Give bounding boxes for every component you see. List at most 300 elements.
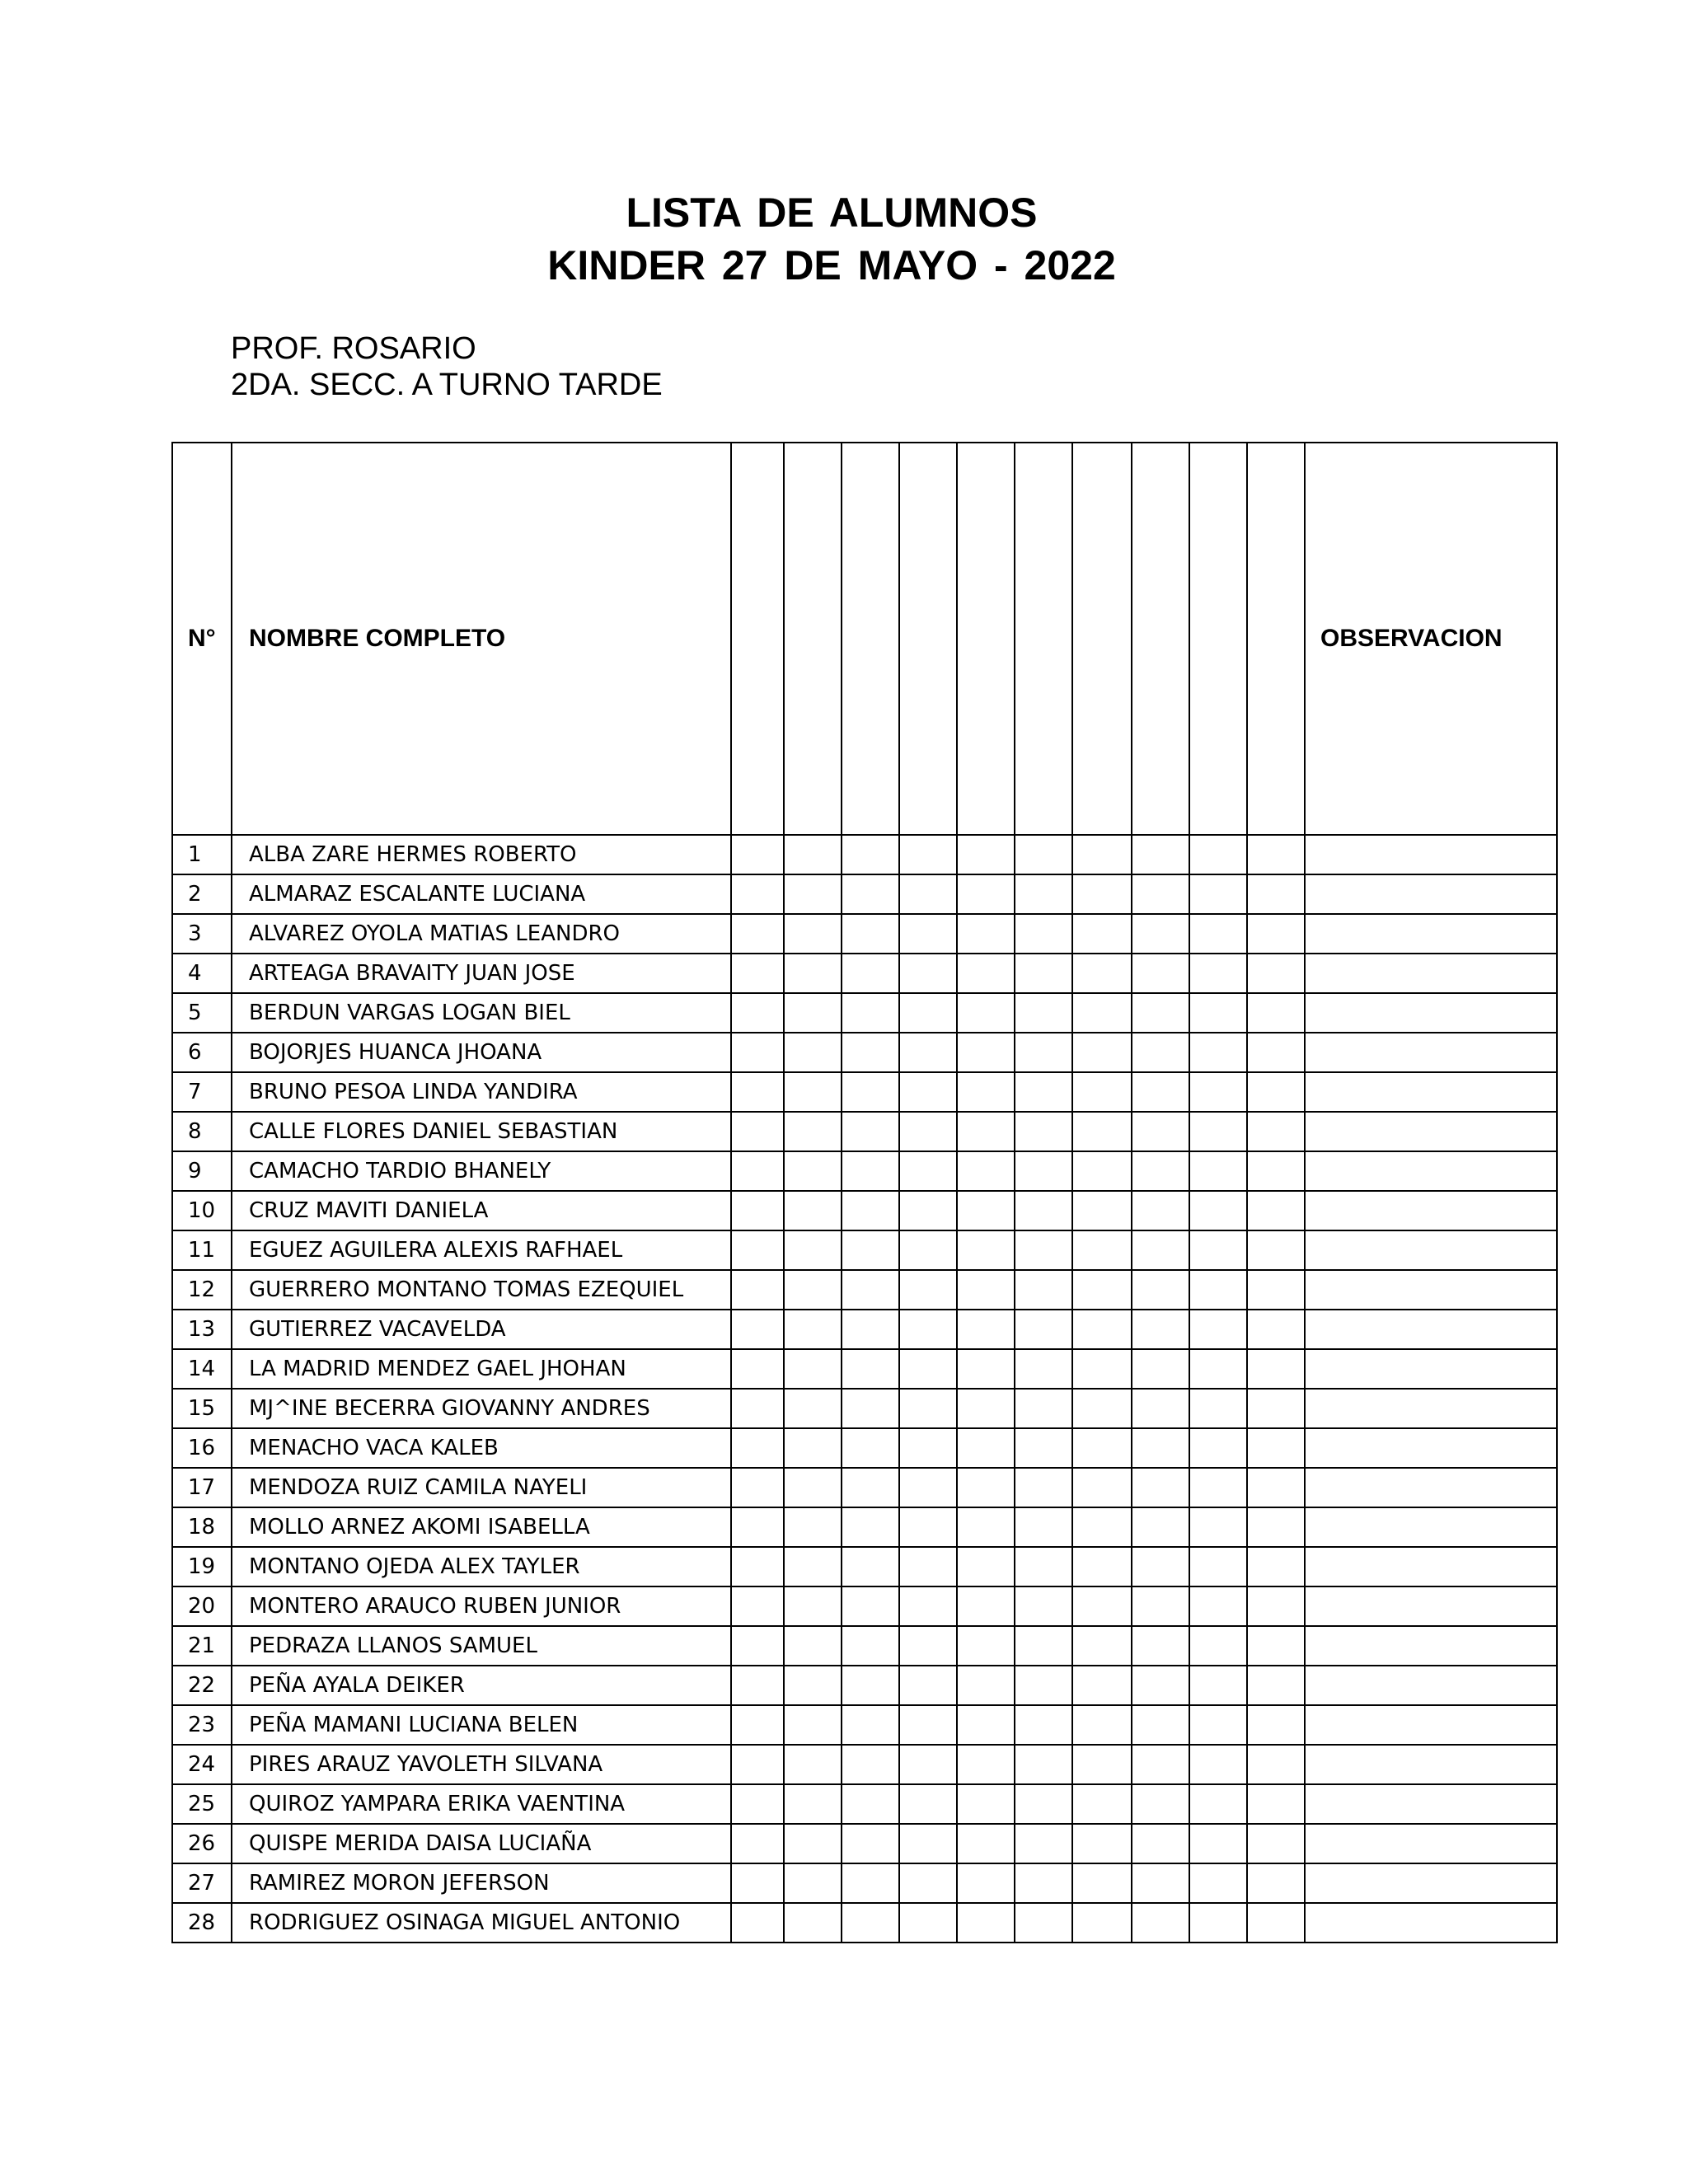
attendance-cell[interactable]	[899, 1626, 957, 1666]
attendance-cell[interactable]	[1189, 1072, 1247, 1112]
observation-cell[interactable]	[1305, 1112, 1557, 1151]
attendance-cell[interactable]	[1247, 1903, 1305, 1943]
attendance-cell[interactable]	[1015, 1270, 1072, 1310]
attendance-cell[interactable]	[784, 835, 842, 874]
attendance-cell[interactable]	[731, 914, 784, 954]
attendance-cell[interactable]	[1072, 1705, 1132, 1745]
attendance-cell[interactable]	[899, 1824, 957, 1863]
attendance-cell[interactable]	[957, 1705, 1015, 1745]
attendance-cell[interactable]	[842, 1270, 899, 1310]
attendance-cell[interactable]	[731, 1230, 784, 1270]
attendance-cell[interactable]	[1189, 1270, 1247, 1310]
attendance-cell[interactable]	[1132, 1666, 1189, 1705]
attendance-cell[interactable]	[957, 1626, 1015, 1666]
attendance-cell[interactable]	[842, 1112, 899, 1151]
observation-cell[interactable]	[1305, 1626, 1557, 1666]
attendance-cell[interactable]	[1247, 1824, 1305, 1863]
attendance-cell[interactable]	[842, 1033, 899, 1072]
attendance-cell[interactable]	[1189, 1903, 1247, 1943]
attendance-cell[interactable]	[1132, 1586, 1189, 1626]
attendance-cell[interactable]	[1247, 1270, 1305, 1310]
attendance-cell[interactable]	[1132, 1428, 1189, 1468]
attendance-cell[interactable]	[1132, 1033, 1189, 1072]
attendance-cell[interactable]	[1189, 954, 1247, 993]
attendance-cell[interactable]	[957, 1389, 1015, 1428]
attendance-cell[interactable]	[1247, 954, 1305, 993]
attendance-cell[interactable]	[1189, 835, 1247, 874]
attendance-cell[interactable]	[899, 1389, 957, 1428]
attendance-cell[interactable]	[1015, 1705, 1072, 1745]
attendance-cell[interactable]	[731, 1586, 784, 1626]
attendance-cell[interactable]	[842, 1349, 899, 1389]
attendance-cell[interactable]	[784, 1863, 842, 1903]
attendance-cell[interactable]	[1072, 1666, 1132, 1705]
observation-cell[interactable]	[1305, 1666, 1557, 1705]
attendance-cell[interactable]	[1072, 1112, 1132, 1151]
attendance-cell[interactable]	[1189, 1389, 1247, 1428]
attendance-cell[interactable]	[842, 1824, 899, 1863]
attendance-cell[interactable]	[1132, 1547, 1189, 1586]
attendance-cell[interactable]	[1247, 914, 1305, 954]
attendance-cell[interactable]	[1189, 874, 1247, 914]
attendance-cell[interactable]	[842, 1903, 899, 1943]
attendance-cell[interactable]	[957, 835, 1015, 874]
attendance-cell[interactable]	[1015, 954, 1072, 993]
attendance-cell[interactable]	[1132, 1784, 1189, 1824]
attendance-cell[interactable]	[957, 1033, 1015, 1072]
attendance-cell[interactable]	[1189, 1784, 1247, 1824]
attendance-cell[interactable]	[1132, 1468, 1189, 1507]
attendance-cell[interactable]	[731, 1310, 784, 1349]
attendance-cell[interactable]	[1072, 1151, 1132, 1191]
attendance-cell[interactable]	[1247, 1626, 1305, 1666]
observation-cell[interactable]	[1305, 1033, 1557, 1072]
observation-cell[interactable]	[1305, 1428, 1557, 1468]
attendance-cell[interactable]	[1015, 1112, 1072, 1151]
attendance-cell[interactable]	[957, 1863, 1015, 1903]
attendance-cell[interactable]	[1247, 1586, 1305, 1626]
attendance-cell[interactable]	[1015, 1230, 1072, 1270]
attendance-cell[interactable]	[899, 1784, 957, 1824]
attendance-cell[interactable]	[1189, 993, 1247, 1033]
attendance-cell[interactable]	[1189, 1824, 1247, 1863]
attendance-cell[interactable]	[784, 1666, 842, 1705]
attendance-cell[interactable]	[899, 1666, 957, 1705]
observation-cell[interactable]	[1305, 1389, 1557, 1428]
attendance-cell[interactable]	[784, 1310, 842, 1349]
attendance-cell[interactable]	[1132, 874, 1189, 914]
attendance-cell[interactable]	[1189, 1151, 1247, 1191]
attendance-cell[interactable]	[731, 1349, 784, 1389]
observation-cell[interactable]	[1305, 1191, 1557, 1230]
attendance-cell[interactable]	[899, 1270, 957, 1310]
attendance-cell[interactable]	[1132, 1507, 1189, 1547]
attendance-cell[interactable]	[1189, 1666, 1247, 1705]
attendance-cell[interactable]	[899, 1903, 957, 1943]
attendance-cell[interactable]	[957, 1507, 1015, 1547]
attendance-cell[interactable]	[1247, 1507, 1305, 1547]
attendance-cell[interactable]	[1247, 1349, 1305, 1389]
attendance-cell[interactable]	[1189, 1349, 1247, 1389]
attendance-cell[interactable]	[1132, 954, 1189, 993]
attendance-cell[interactable]	[842, 1151, 899, 1191]
attendance-cell[interactable]	[1189, 914, 1247, 954]
attendance-cell[interactable]	[842, 1863, 899, 1903]
attendance-cell[interactable]	[1015, 1586, 1072, 1626]
attendance-cell[interactable]	[784, 1151, 842, 1191]
attendance-cell[interactable]	[899, 874, 957, 914]
attendance-cell[interactable]	[1072, 1468, 1132, 1507]
attendance-cell[interactable]	[957, 1072, 1015, 1112]
attendance-cell[interactable]	[1072, 1270, 1132, 1310]
attendance-cell[interactable]	[1015, 1863, 1072, 1903]
attendance-cell[interactable]	[1132, 1072, 1189, 1112]
attendance-cell[interactable]	[1247, 1389, 1305, 1428]
observation-cell[interactable]	[1305, 1468, 1557, 1507]
attendance-cell[interactable]	[1072, 1191, 1132, 1230]
attendance-cell[interactable]	[1247, 1191, 1305, 1230]
attendance-cell[interactable]	[1247, 1863, 1305, 1903]
attendance-cell[interactable]	[784, 954, 842, 993]
attendance-cell[interactable]	[1015, 1310, 1072, 1349]
attendance-cell[interactable]	[899, 1547, 957, 1586]
attendance-cell[interactable]	[1015, 1666, 1072, 1705]
attendance-cell[interactable]	[731, 1428, 784, 1468]
attendance-cell[interactable]	[731, 1389, 784, 1428]
attendance-cell[interactable]	[1072, 1863, 1132, 1903]
attendance-cell[interactable]	[731, 993, 784, 1033]
attendance-cell[interactable]	[1072, 1626, 1132, 1666]
attendance-cell[interactable]	[842, 954, 899, 993]
attendance-cell[interactable]	[1015, 914, 1072, 954]
attendance-cell[interactable]	[1072, 1745, 1132, 1784]
attendance-cell[interactable]	[1247, 1072, 1305, 1112]
attendance-cell[interactable]	[842, 914, 899, 954]
attendance-cell[interactable]	[842, 1468, 899, 1507]
attendance-cell[interactable]	[1015, 874, 1072, 914]
attendance-cell[interactable]	[842, 1191, 899, 1230]
attendance-cell[interactable]	[1189, 1547, 1247, 1586]
attendance-cell[interactable]	[957, 874, 1015, 914]
attendance-cell[interactable]	[784, 1784, 842, 1824]
attendance-cell[interactable]	[957, 1784, 1015, 1824]
attendance-cell[interactable]	[842, 1230, 899, 1270]
observation-cell[interactable]	[1305, 1151, 1557, 1191]
observation-cell[interactable]	[1305, 1230, 1557, 1270]
attendance-cell[interactable]	[957, 1428, 1015, 1468]
attendance-cell[interactable]	[1132, 1270, 1189, 1310]
attendance-cell[interactable]	[1072, 1784, 1132, 1824]
attendance-cell[interactable]	[957, 1349, 1015, 1389]
attendance-cell[interactable]	[731, 1033, 784, 1072]
attendance-cell[interactable]	[1015, 1191, 1072, 1230]
attendance-cell[interactable]	[784, 1745, 842, 1784]
observation-cell[interactable]	[1305, 1310, 1557, 1349]
attendance-cell[interactable]	[1132, 1903, 1189, 1943]
attendance-cell[interactable]	[731, 954, 784, 993]
attendance-cell[interactable]	[899, 1230, 957, 1270]
attendance-cell[interactable]	[842, 1507, 899, 1547]
attendance-cell[interactable]	[1189, 1468, 1247, 1507]
attendance-cell[interactable]	[1247, 1310, 1305, 1349]
attendance-cell[interactable]	[1247, 874, 1305, 914]
observation-cell[interactable]	[1305, 993, 1557, 1033]
attendance-cell[interactable]	[1189, 1863, 1247, 1903]
attendance-cell[interactable]	[731, 1745, 784, 1784]
attendance-cell[interactable]	[784, 1824, 842, 1863]
attendance-cell[interactable]	[784, 1033, 842, 1072]
attendance-cell[interactable]	[784, 1270, 842, 1310]
attendance-cell[interactable]	[1247, 1547, 1305, 1586]
attendance-cell[interactable]	[1132, 1310, 1189, 1349]
attendance-cell[interactable]	[899, 1863, 957, 1903]
attendance-cell[interactable]	[1132, 1626, 1189, 1666]
attendance-cell[interactable]	[842, 1705, 899, 1745]
attendance-cell[interactable]	[784, 1389, 842, 1428]
attendance-cell[interactable]	[899, 993, 957, 1033]
attendance-cell[interactable]	[899, 1112, 957, 1151]
attendance-cell[interactable]	[842, 1428, 899, 1468]
attendance-cell[interactable]	[842, 1666, 899, 1705]
attendance-cell[interactable]	[1072, 1903, 1132, 1943]
attendance-cell[interactable]	[784, 1349, 842, 1389]
observation-cell[interactable]	[1305, 1507, 1557, 1547]
attendance-cell[interactable]	[1072, 1033, 1132, 1072]
attendance-cell[interactable]	[1132, 1112, 1189, 1151]
attendance-cell[interactable]	[731, 1626, 784, 1666]
attendance-cell[interactable]	[957, 1824, 1015, 1863]
attendance-cell[interactable]	[731, 1863, 784, 1903]
attendance-cell[interactable]	[731, 1507, 784, 1547]
attendance-cell[interactable]	[957, 1903, 1015, 1943]
attendance-cell[interactable]	[842, 835, 899, 874]
attendance-cell[interactable]	[957, 1310, 1015, 1349]
attendance-cell[interactable]	[842, 1310, 899, 1349]
attendance-cell[interactable]	[842, 1586, 899, 1626]
attendance-cell[interactable]	[1189, 1507, 1247, 1547]
attendance-cell[interactable]	[1247, 1230, 1305, 1270]
attendance-cell[interactable]	[1247, 1468, 1305, 1507]
attendance-cell[interactable]	[842, 1784, 899, 1824]
attendance-cell[interactable]	[957, 1191, 1015, 1230]
attendance-cell[interactable]	[1132, 1863, 1189, 1903]
observation-cell[interactable]	[1305, 1824, 1557, 1863]
attendance-cell[interactable]	[731, 1784, 784, 1824]
attendance-cell[interactable]	[842, 1072, 899, 1112]
attendance-cell[interactable]	[1247, 1666, 1305, 1705]
attendance-cell[interactable]	[731, 1903, 784, 1943]
attendance-cell[interactable]	[1132, 1151, 1189, 1191]
attendance-cell[interactable]	[957, 1230, 1015, 1270]
observation-cell[interactable]	[1305, 914, 1557, 954]
attendance-cell[interactable]	[1132, 993, 1189, 1033]
attendance-cell[interactable]	[1247, 1151, 1305, 1191]
attendance-cell[interactable]	[899, 1072, 957, 1112]
observation-cell[interactable]	[1305, 1784, 1557, 1824]
attendance-cell[interactable]	[899, 1705, 957, 1745]
attendance-cell[interactable]	[899, 1745, 957, 1784]
attendance-cell[interactable]	[1189, 1745, 1247, 1784]
attendance-cell[interactable]	[1072, 1586, 1132, 1626]
attendance-cell[interactable]	[899, 1349, 957, 1389]
attendance-cell[interactable]	[899, 1310, 957, 1349]
attendance-cell[interactable]	[1015, 1033, 1072, 1072]
attendance-cell[interactable]	[1132, 1230, 1189, 1270]
observation-cell[interactable]	[1305, 874, 1557, 914]
attendance-cell[interactable]	[1132, 835, 1189, 874]
observation-cell[interactable]	[1305, 1903, 1557, 1943]
attendance-cell[interactable]	[957, 1270, 1015, 1310]
attendance-cell[interactable]	[842, 1547, 899, 1586]
attendance-cell[interactable]	[784, 1072, 842, 1112]
attendance-cell[interactable]	[1015, 1784, 1072, 1824]
attendance-cell[interactable]	[957, 993, 1015, 1033]
attendance-cell[interactable]	[731, 1072, 784, 1112]
attendance-cell[interactable]	[899, 1151, 957, 1191]
attendance-cell[interactable]	[1247, 1112, 1305, 1151]
attendance-cell[interactable]	[957, 1112, 1015, 1151]
attendance-cell[interactable]	[784, 993, 842, 1033]
attendance-cell[interactable]	[784, 874, 842, 914]
observation-cell[interactable]	[1305, 1863, 1557, 1903]
attendance-cell[interactable]	[1015, 1507, 1072, 1547]
attendance-cell[interactable]	[1072, 874, 1132, 914]
attendance-cell[interactable]	[784, 1626, 842, 1666]
attendance-cell[interactable]	[1072, 1310, 1132, 1349]
attendance-cell[interactable]	[899, 1586, 957, 1626]
attendance-cell[interactable]	[1072, 1507, 1132, 1547]
attendance-cell[interactable]	[1072, 954, 1132, 993]
attendance-cell[interactable]	[1189, 1310, 1247, 1349]
attendance-cell[interactable]	[1247, 993, 1305, 1033]
attendance-cell[interactable]	[1132, 1745, 1189, 1784]
attendance-cell[interactable]	[1072, 1547, 1132, 1586]
attendance-cell[interactable]	[1247, 1784, 1305, 1824]
attendance-cell[interactable]	[1072, 1428, 1132, 1468]
attendance-cell[interactable]	[731, 1468, 784, 1507]
attendance-cell[interactable]	[784, 1547, 842, 1586]
attendance-cell[interactable]	[957, 1586, 1015, 1626]
attendance-cell[interactable]	[1189, 1586, 1247, 1626]
attendance-cell[interactable]	[1132, 1349, 1189, 1389]
attendance-cell[interactable]	[1189, 1191, 1247, 1230]
attendance-cell[interactable]	[1015, 1349, 1072, 1389]
attendance-cell[interactable]	[842, 993, 899, 1033]
attendance-cell[interactable]	[1015, 1824, 1072, 1863]
attendance-cell[interactable]	[784, 1586, 842, 1626]
attendance-cell[interactable]	[1189, 1033, 1247, 1072]
attendance-cell[interactable]	[731, 1112, 784, 1151]
attendance-cell[interactable]	[899, 1191, 957, 1230]
attendance-cell[interactable]	[1015, 1389, 1072, 1428]
attendance-cell[interactable]	[842, 874, 899, 914]
attendance-cell[interactable]	[784, 1428, 842, 1468]
attendance-cell[interactable]	[784, 1230, 842, 1270]
observation-cell[interactable]	[1305, 1586, 1557, 1626]
attendance-cell[interactable]	[1132, 1705, 1189, 1745]
attendance-cell[interactable]	[1072, 1230, 1132, 1270]
attendance-cell[interactable]	[1015, 1903, 1072, 1943]
attendance-cell[interactable]	[899, 1468, 957, 1507]
attendance-cell[interactable]	[899, 914, 957, 954]
observation-cell[interactable]	[1305, 835, 1557, 874]
attendance-cell[interactable]	[784, 1112, 842, 1151]
attendance-cell[interactable]	[1189, 1705, 1247, 1745]
attendance-cell[interactable]	[957, 1547, 1015, 1586]
attendance-cell[interactable]	[784, 1705, 842, 1745]
attendance-cell[interactable]	[1072, 1072, 1132, 1112]
attendance-cell[interactable]	[731, 1666, 784, 1705]
attendance-cell[interactable]	[1072, 835, 1132, 874]
attendance-cell[interactable]	[842, 1626, 899, 1666]
attendance-cell[interactable]	[1072, 1349, 1132, 1389]
attendance-cell[interactable]	[957, 1151, 1015, 1191]
attendance-cell[interactable]	[957, 1745, 1015, 1784]
attendance-cell[interactable]	[1189, 1112, 1247, 1151]
attendance-cell[interactable]	[1189, 1428, 1247, 1468]
observation-cell[interactable]	[1305, 1349, 1557, 1389]
observation-cell[interactable]	[1305, 1072, 1557, 1112]
attendance-cell[interactable]	[1247, 835, 1305, 874]
observation-cell[interactable]	[1305, 1705, 1557, 1745]
attendance-cell[interactable]	[731, 1824, 784, 1863]
attendance-cell[interactable]	[1132, 1389, 1189, 1428]
attendance-cell[interactable]	[1015, 1072, 1072, 1112]
attendance-cell[interactable]	[1189, 1626, 1247, 1666]
attendance-cell[interactable]	[899, 1507, 957, 1547]
attendance-cell[interactable]	[899, 835, 957, 874]
attendance-cell[interactable]	[784, 1903, 842, 1943]
attendance-cell[interactable]	[957, 1468, 1015, 1507]
attendance-cell[interactable]	[1247, 1033, 1305, 1072]
attendance-cell[interactable]	[1072, 914, 1132, 954]
attendance-cell[interactable]	[1132, 1191, 1189, 1230]
attendance-cell[interactable]	[1132, 1824, 1189, 1863]
attendance-cell[interactable]	[899, 1428, 957, 1468]
attendance-cell[interactable]	[899, 1033, 957, 1072]
attendance-cell[interactable]	[842, 1745, 899, 1784]
attendance-cell[interactable]	[731, 874, 784, 914]
attendance-cell[interactable]	[957, 914, 1015, 954]
observation-cell[interactable]	[1305, 1745, 1557, 1784]
attendance-cell[interactable]	[784, 1468, 842, 1507]
attendance-cell[interactable]	[1015, 835, 1072, 874]
observation-cell[interactable]	[1305, 954, 1557, 993]
attendance-cell[interactable]	[1247, 1428, 1305, 1468]
attendance-cell[interactable]	[731, 1547, 784, 1586]
attendance-cell[interactable]	[731, 1151, 784, 1191]
attendance-cell[interactable]	[1189, 1230, 1247, 1270]
observation-cell[interactable]	[1305, 1547, 1557, 1586]
attendance-cell[interactable]	[1072, 1824, 1132, 1863]
observation-cell[interactable]	[1305, 1270, 1557, 1310]
attendance-cell[interactable]	[731, 1705, 784, 1745]
attendance-cell[interactable]	[784, 914, 842, 954]
attendance-cell[interactable]	[899, 954, 957, 993]
attendance-cell[interactable]	[731, 835, 784, 874]
attendance-cell[interactable]	[731, 1191, 784, 1230]
attendance-cell[interactable]	[957, 954, 1015, 993]
attendance-cell[interactable]	[1072, 993, 1132, 1033]
attendance-cell[interactable]	[1015, 993, 1072, 1033]
attendance-cell[interactable]	[731, 1270, 784, 1310]
attendance-cell[interactable]	[1015, 1745, 1072, 1784]
attendance-cell[interactable]	[1247, 1745, 1305, 1784]
attendance-cell[interactable]	[1015, 1428, 1072, 1468]
attendance-cell[interactable]	[842, 1389, 899, 1428]
attendance-cell[interactable]	[1132, 914, 1189, 954]
attendance-cell[interactable]	[1015, 1468, 1072, 1507]
